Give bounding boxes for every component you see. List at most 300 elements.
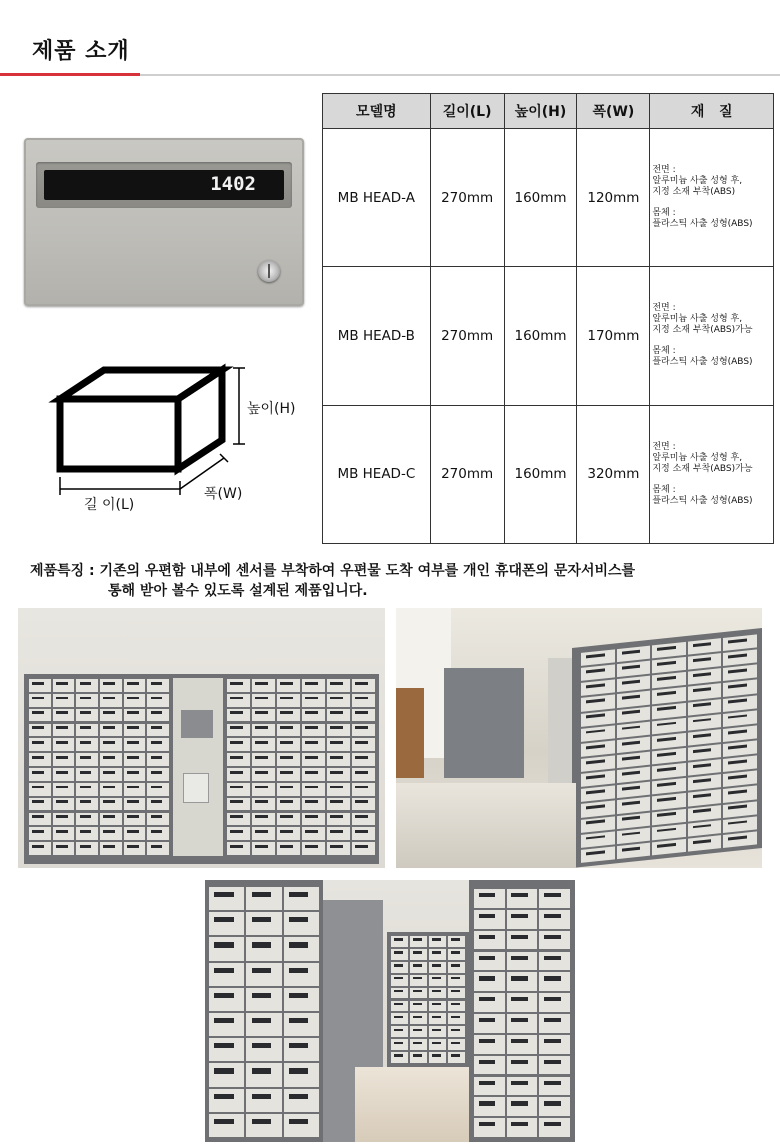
mailbox-door <box>410 1052 427 1063</box>
body-label: 몸체 : <box>652 346 676 357</box>
mailbox-door <box>284 988 319 1011</box>
mailbox-door <box>284 1038 319 1061</box>
mailbox-door <box>53 842 75 855</box>
width-cell: 120mm <box>577 129 650 267</box>
mailbox-door <box>581 725 615 742</box>
mailbox-door <box>474 1014 505 1033</box>
mailbox-door <box>246 1114 281 1137</box>
mailbox-door <box>277 768 300 781</box>
mailbox-door <box>581 771 615 788</box>
mailbox-door <box>688 638 722 655</box>
mailbox-door <box>652 718 686 735</box>
mailbox-door <box>209 912 244 935</box>
mailbox-door <box>539 1097 570 1116</box>
mailbox-door <box>252 694 275 707</box>
mailbox-door <box>410 949 427 960</box>
feature-line-1: 제품특징 : 기존의 우편함 내부에 센서를 부착하여 우편물 도착 여부를 개인 휴대폰의 문자서비스를 <box>30 563 636 579</box>
installation-photo-2 <box>396 608 762 868</box>
mailbox-door <box>252 813 275 826</box>
mailbox-door <box>507 931 538 950</box>
mailbox-door <box>688 790 722 807</box>
mailbox-door <box>688 729 722 746</box>
mailbox-door <box>327 783 350 796</box>
mailbox-door <box>246 887 281 910</box>
mailbox-door <box>53 827 75 840</box>
mailbox-door <box>147 724 169 737</box>
mailbox-door <box>474 1097 505 1116</box>
mailbox-door <box>252 724 275 737</box>
body-label: 몸체 : <box>652 484 676 495</box>
mailbox-door <box>277 709 300 722</box>
length-cell: 270mm <box>430 267 504 405</box>
mailbox-door <box>76 709 98 722</box>
front-label: 전면 : <box>652 165 676 176</box>
mailbox-door <box>723 710 757 727</box>
mailbox-door <box>76 798 98 811</box>
mailbox-door <box>252 709 275 722</box>
mailbox-door <box>410 1013 427 1024</box>
front-line-2: 지정 소재 부착(ABS)가능 <box>652 325 753 336</box>
mailbox-door <box>29 783 51 796</box>
mailbox-door <box>284 1013 319 1036</box>
mailbox-door <box>507 1118 538 1137</box>
material-cell <box>650 267 774 405</box>
mailbox-door <box>617 736 651 753</box>
mailbox-door <box>617 691 651 708</box>
feature-line-2: 통해 받아 볼수 있도록 설계된 제품입니다. <box>108 583 368 599</box>
mailbox-door <box>100 842 122 855</box>
mailbox-door <box>302 753 325 766</box>
mailbox-door <box>277 783 300 796</box>
mailbox-door <box>723 756 757 773</box>
mailbox-door <box>277 694 300 707</box>
mailbox-door <box>352 753 375 766</box>
mailbox-door <box>246 912 281 935</box>
mailbox-door <box>581 710 615 727</box>
mailbox-door <box>429 962 446 973</box>
header-model: 모델명 <box>323 94 431 129</box>
mailbox-door <box>29 798 51 811</box>
mailbox-door <box>723 680 757 697</box>
mailbox-door <box>581 786 615 803</box>
mailbox-door <box>124 694 146 707</box>
mailbox-door <box>29 813 51 826</box>
mailbox-door <box>581 846 615 863</box>
mailbox-door <box>29 753 51 766</box>
mailbox-door <box>429 1052 446 1063</box>
mailbox-door <box>539 910 570 929</box>
mailbox-door <box>617 706 651 723</box>
mailbox-door <box>246 963 281 986</box>
mailbox-door <box>277 842 300 855</box>
width-label: 폭(W) <box>204 486 243 502</box>
mailbox-door <box>53 694 75 707</box>
mailbox-door <box>100 753 122 766</box>
mailbox-door <box>410 975 427 986</box>
mailbox-door <box>227 738 250 751</box>
mailbox-door <box>327 679 350 692</box>
mailbox-door <box>410 1039 427 1050</box>
mailbox-door <box>209 1063 244 1086</box>
mailbox-door <box>277 753 300 766</box>
mailbox-door <box>429 975 446 986</box>
mailbox-door <box>227 798 250 811</box>
mailbox-door <box>100 827 122 840</box>
mailbox-door <box>76 842 98 855</box>
mailbox-door <box>723 801 757 818</box>
mailbox-door <box>429 988 446 999</box>
width-cell: 320mm <box>577 405 650 543</box>
mailbox-door <box>76 738 98 751</box>
mailbox-door <box>209 963 244 986</box>
mailbox-door <box>539 931 570 950</box>
mailbox-door <box>391 962 408 973</box>
mailbox-door <box>652 687 686 704</box>
mailbox-door <box>302 724 325 737</box>
mailbox-door <box>352 738 375 751</box>
mailbox-door <box>147 753 169 766</box>
mailbox-door <box>302 798 325 811</box>
mailbox-door <box>352 798 375 811</box>
body-line-1: 플라스틱 사출 성형(ABS) <box>652 357 753 368</box>
mailbox-door <box>29 738 51 751</box>
mailbox-door <box>688 699 722 716</box>
mailbox-door <box>252 827 275 840</box>
mailbox-door <box>302 813 325 826</box>
mailbox-door <box>284 1089 319 1112</box>
mailbox-door <box>76 724 98 737</box>
mailbox-door <box>227 768 250 781</box>
mailbox-door <box>246 988 281 1011</box>
mailbox-door <box>76 753 98 766</box>
mailbox-door <box>448 949 465 960</box>
mailbox-door <box>581 801 615 818</box>
front-label: 전면 : <box>652 441 676 452</box>
mailbox-door <box>448 1052 465 1063</box>
mailbox-door <box>474 931 505 950</box>
mailbox-door <box>539 889 570 908</box>
mailbox-door <box>391 936 408 947</box>
mailbox-door <box>391 1052 408 1063</box>
dimension-diagram <box>40 360 310 520</box>
mailbox-door <box>209 1013 244 1036</box>
mailbox-door <box>617 721 651 738</box>
mailbox-door <box>100 709 122 722</box>
mailbox-door <box>147 827 169 840</box>
table-row <box>323 267 774 405</box>
mailbox-door <box>352 724 375 737</box>
mailbox-door <box>507 1077 538 1096</box>
mailbox-door <box>124 753 146 766</box>
mailbox-door <box>227 753 250 766</box>
mailbox-door <box>507 993 538 1012</box>
installation-photo-1 <box>18 608 385 868</box>
mailbox-door <box>352 679 375 692</box>
mailbox-door <box>448 975 465 986</box>
mailbox-door <box>100 738 122 751</box>
material-cell <box>650 405 774 543</box>
mailbox-door <box>539 993 570 1012</box>
mailbox-door <box>652 793 686 810</box>
mailbox-door <box>252 679 275 692</box>
mailbox-door <box>410 988 427 999</box>
mailbox-door <box>581 695 615 712</box>
mailbox-door <box>147 842 169 855</box>
mailbox-door <box>252 798 275 811</box>
mailbox-door <box>252 842 275 855</box>
mailbox-door <box>581 665 615 682</box>
mailbox-door <box>507 1056 538 1075</box>
mailbox-door <box>391 988 408 999</box>
mailbox-door <box>327 798 350 811</box>
front-line-1: 알루미늄 사출 성형 후, <box>652 452 743 463</box>
front-label: 전면 : <box>652 303 676 314</box>
mailbox-door <box>539 1118 570 1137</box>
mailbox-door <box>147 679 169 692</box>
mailbox-door <box>617 812 651 829</box>
mailbox-door <box>124 783 146 796</box>
mailbox-door <box>284 887 319 910</box>
length-cell: 270mm <box>430 405 504 543</box>
mailbox-door <box>53 813 75 826</box>
mailbox-door <box>474 1035 505 1054</box>
mailbox-door <box>327 768 350 781</box>
height-label: 높이(H) <box>247 401 296 417</box>
mailbox-door <box>246 937 281 960</box>
mailbox-door <box>581 649 615 666</box>
width-cell: 170mm <box>577 267 650 405</box>
mailbox-door <box>352 768 375 781</box>
mailbox-door <box>147 768 169 781</box>
mailbox-door <box>327 694 350 707</box>
model-cell: MB HEAD-B <box>323 267 431 405</box>
mailbox-door <box>448 988 465 999</box>
header-width: 폭(W) <box>577 94 650 129</box>
mailbox-door <box>723 695 757 712</box>
mailbox-door <box>76 694 98 707</box>
mailbox-door <box>227 827 250 840</box>
front-line-2: 지정 소재 부착(ABS)가능 <box>652 463 753 474</box>
mailbox-door <box>581 680 615 697</box>
mailbox-door <box>429 1026 446 1037</box>
mailbox-door <box>209 1089 244 1112</box>
table-row <box>323 405 774 543</box>
mailbox-door <box>246 1038 281 1061</box>
mailbox-door <box>617 782 651 799</box>
table-header-row <box>323 94 774 129</box>
mailbox-door <box>652 824 686 841</box>
mailbox-grid-left <box>208 886 320 1138</box>
mailbox-door <box>391 1026 408 1037</box>
mailbox-door <box>723 831 757 848</box>
mailbox-door <box>688 684 722 701</box>
mailbox-door <box>352 827 375 840</box>
mailbox-door <box>124 813 146 826</box>
mailbox-door <box>29 694 51 707</box>
page-title: 제품 소개 <box>32 39 130 64</box>
mailbox-door <box>209 988 244 1011</box>
mailbox-door <box>209 1114 244 1137</box>
control-panel <box>173 678 223 856</box>
mailbox-door <box>252 753 275 766</box>
mailbox-door <box>147 783 169 796</box>
mailbox-door <box>277 827 300 840</box>
mailbox-door <box>723 771 757 788</box>
mailbox-door <box>688 668 722 685</box>
mailbox-door <box>652 642 686 659</box>
header-material: 재 질 <box>650 94 774 129</box>
mailbox-door <box>76 813 98 826</box>
length-cell: 270mm <box>430 129 504 267</box>
mailbox-door <box>29 768 51 781</box>
mailbox-door <box>277 724 300 737</box>
mailbox-door <box>53 783 75 796</box>
model-cell: MB HEAD-C <box>323 405 431 543</box>
material-cell <box>650 129 774 267</box>
mailbox-door <box>327 724 350 737</box>
mailbox-door <box>723 740 757 757</box>
mailbox-door <box>448 1039 465 1050</box>
height-cell: 160mm <box>504 405 577 543</box>
mailbox-door <box>124 768 146 781</box>
title-accent-bar <box>0 73 140 76</box>
mailbox-door <box>147 738 169 751</box>
mailbox-door <box>277 798 300 811</box>
mailbox-door <box>147 813 169 826</box>
height-cell: 160mm <box>504 267 577 405</box>
mailbox-door <box>209 887 244 910</box>
mailbox-door <box>652 839 686 856</box>
mailbox-door <box>302 842 325 855</box>
mailbox-door <box>539 1014 570 1033</box>
mailbox-door <box>29 827 51 840</box>
mailbox-door <box>302 738 325 751</box>
body-line-1: 플라스틱 사출 성형(ABS) <box>652 495 753 506</box>
key-lock-icon <box>258 260 280 282</box>
mailbox-door <box>474 1077 505 1096</box>
mailbox-door <box>652 778 686 795</box>
mailbox-door <box>227 813 250 826</box>
spec-table <box>322 93 774 544</box>
mailbox-door <box>410 1026 427 1037</box>
mailbox-door <box>688 759 722 776</box>
mailbox-door <box>652 808 686 825</box>
mailbox-door <box>581 740 615 757</box>
display-number: 1402 <box>210 173 256 195</box>
mailbox-door <box>100 783 122 796</box>
header-height: 높이(H) <box>504 94 577 129</box>
mailbox-door <box>252 768 275 781</box>
mailbox-door <box>100 768 122 781</box>
mailbox-door <box>302 679 325 692</box>
mailbox-door <box>652 672 686 689</box>
mailbox-door <box>617 842 651 859</box>
mailbox-door <box>352 842 375 855</box>
mailbox-door <box>53 753 75 766</box>
mailbox-door <box>327 813 350 826</box>
display-screen <box>44 170 284 200</box>
mailbox-door <box>227 724 250 737</box>
mailbox-door <box>617 661 651 678</box>
mailbox-door <box>100 798 122 811</box>
mailbox-door <box>448 962 465 973</box>
mailbox-door <box>76 783 98 796</box>
mailbox-door <box>284 937 319 960</box>
mailbox-door <box>246 1013 281 1036</box>
mailbox-door <box>474 889 505 908</box>
mailbox-door <box>302 783 325 796</box>
mailbox-grid-center <box>390 935 466 1064</box>
mailbox-door <box>76 768 98 781</box>
mailbox-door <box>53 679 75 692</box>
mailbox-door <box>246 1063 281 1086</box>
mailbox-grid-right <box>226 678 376 856</box>
mailbox-door <box>652 748 686 765</box>
mailbox-door <box>507 889 538 908</box>
mailbox-door <box>227 679 250 692</box>
mailbox-door <box>227 842 250 855</box>
mailbox-door <box>539 1056 570 1075</box>
mailbox-door <box>302 827 325 840</box>
mailbox-door <box>723 634 757 651</box>
mailbox-door <box>100 813 122 826</box>
mailbox-door <box>391 1013 408 1024</box>
mailbox-door <box>474 1056 505 1075</box>
mailbox-door <box>227 783 250 796</box>
mailbox-door <box>429 1039 446 1050</box>
mailbox-door <box>29 724 51 737</box>
mailbox-door <box>581 755 615 772</box>
mailbox-door <box>617 797 651 814</box>
mailbox-door <box>507 1097 538 1116</box>
model-cell: MB HEAD-A <box>323 129 431 267</box>
mailbox-door <box>53 724 75 737</box>
mailbox-grid-angled <box>580 633 758 864</box>
mailbox-door <box>327 709 350 722</box>
mailbox-door <box>429 1013 446 1024</box>
mailbox-door <box>327 827 350 840</box>
mailbox-door <box>688 774 722 791</box>
mailbox-grid-left <box>28 678 170 856</box>
mailbox-door <box>448 1026 465 1037</box>
mailbox-door <box>474 1118 505 1137</box>
mailbox-door <box>252 738 275 751</box>
mailbox-door <box>723 650 757 667</box>
mailbox-door <box>539 1035 570 1054</box>
mailbox-door <box>352 694 375 707</box>
mailbox-door <box>124 724 146 737</box>
mailbox-door <box>448 1013 465 1024</box>
feature-description <box>30 561 635 601</box>
mailbox-door <box>391 949 408 960</box>
body-line-1: 플라스틱 사출 성형(ABS) <box>652 219 753 230</box>
mailbox-door <box>688 714 722 731</box>
mailbox-door <box>352 813 375 826</box>
mailbox-door <box>124 679 146 692</box>
mailbox-door <box>302 768 325 781</box>
mailbox-door <box>688 653 722 670</box>
mailbox-door <box>391 975 408 986</box>
mailbox-door <box>448 936 465 947</box>
mailbox-door <box>53 798 75 811</box>
mailbox-door <box>29 709 51 722</box>
mailbox-door <box>284 912 319 935</box>
mailbox-door <box>617 827 651 844</box>
mailbox-door <box>100 694 122 707</box>
mailbox-door <box>581 831 615 848</box>
length-label: 길 이(L) <box>84 497 135 513</box>
mailbox-door <box>688 805 722 822</box>
